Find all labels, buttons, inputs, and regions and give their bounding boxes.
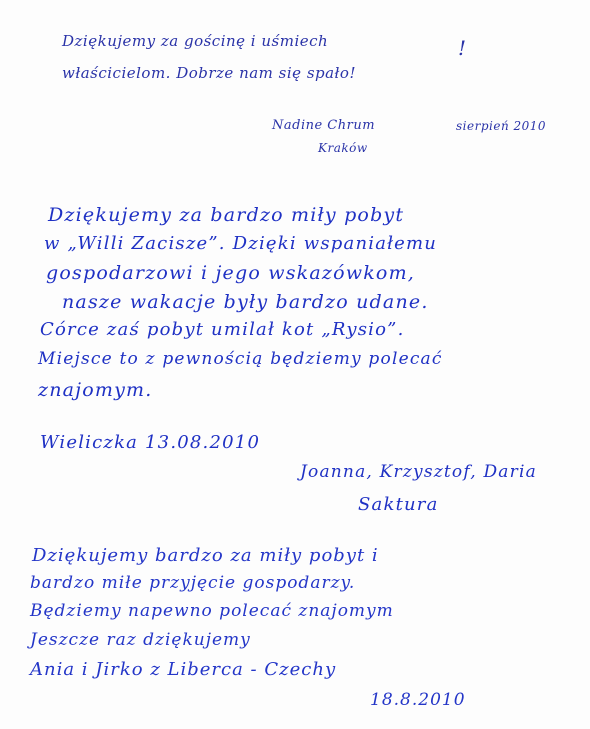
entry3-date: 18.8.2010: [370, 690, 466, 710]
entry2-date: Wieliczka 13.08.2010: [40, 432, 261, 453]
entry3-line-5: Ania i Jirko z Liberca - Czechy: [30, 659, 337, 680]
entry2-line-4: nasze wakacje były bardzo udane.: [62, 291, 429, 313]
entry2-line-7: znajomym.: [38, 379, 153, 401]
entry2-line-3: gospodarzowi i jego wskazówkom,: [46, 262, 416, 284]
entry2-line-6: Miejsce to z pewnością będziemy polecać: [38, 349, 443, 369]
entry3-line-4: Jeszcze raz dziękujemy: [30, 630, 251, 650]
entry1-line1: Dziękujemy za gościnę i uśmiech: [62, 32, 329, 50]
entry1-signature: Nadine Chrum: [272, 118, 376, 133]
entry3-line-3: Będziemy napewno polecać znajomym: [30, 601, 394, 621]
entry3-line-1: Dziękujemy bardzo za miły pobyt i: [32, 545, 379, 566]
entry1-line2: właścicielom. Dobrze nam się spało!: [62, 64, 356, 82]
entry1-place: Kraków: [318, 141, 368, 155]
entry2-line-5: Córce zaś pobyt umilał kot „Rysio”.: [40, 319, 405, 340]
entry2-line-2: w „Willi Zacisze”. Dzięki wspaniałemu: [44, 233, 438, 254]
entry2-surname: Saktura: [358, 494, 439, 515]
entry2-line-1: Dziękujemy za bardzo miły pobyt: [48, 204, 405, 226]
entry2-names: Joanna, Krzysztof, Daria: [300, 462, 537, 482]
entry1-line1-end: !: [458, 36, 467, 60]
entry3-line-2: bardzo miłe przyjęcie gospodarzy.: [30, 573, 356, 593]
entry1-date: sierpień 2010: [456, 119, 547, 133]
